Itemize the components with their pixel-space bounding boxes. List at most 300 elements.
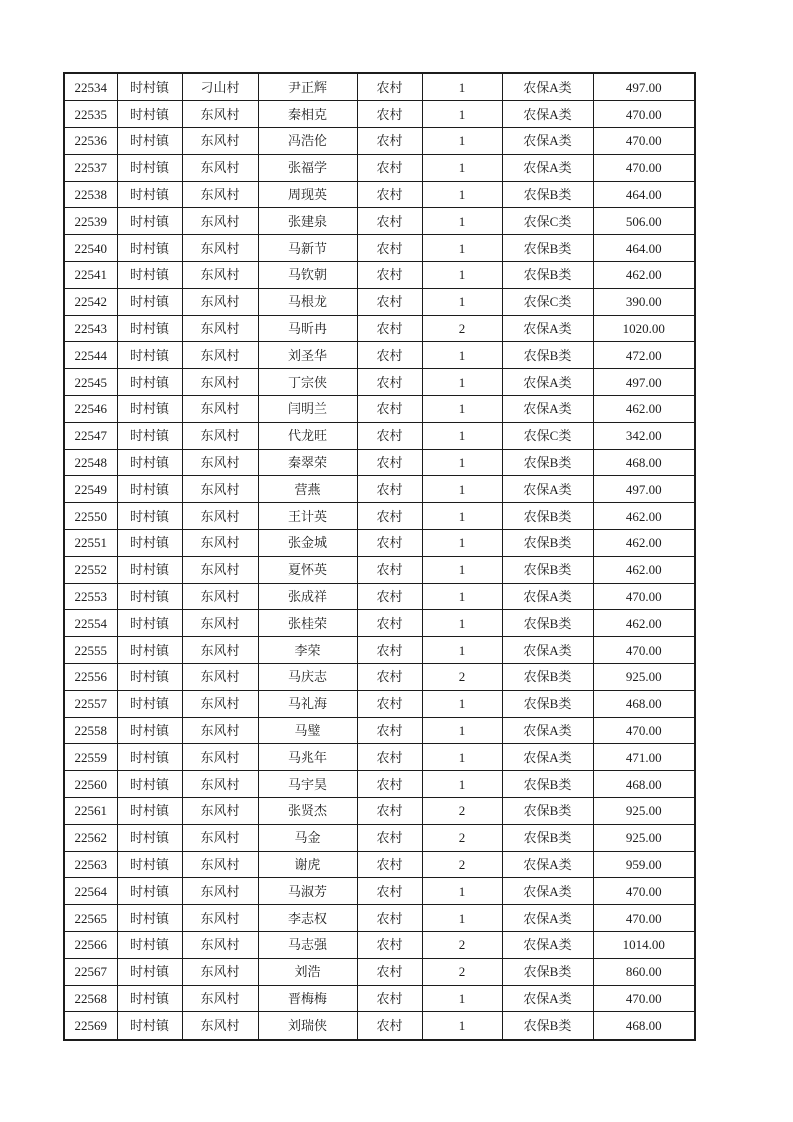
cell-amount: 468.00 (593, 449, 695, 476)
cell-count: 1 (422, 771, 502, 798)
cell-id: 22549 (64, 476, 117, 503)
cell-count: 1 (422, 235, 502, 262)
cell-name: 秦相克 (258, 101, 357, 128)
cell-id: 22535 (64, 101, 117, 128)
cell-count: 2 (422, 851, 502, 878)
cell-category: 农保B类 (502, 262, 593, 289)
cell-village: 东风村 (182, 315, 258, 342)
cell-name: 马兆年 (258, 744, 357, 771)
cell-category: 农保B类 (502, 771, 593, 798)
cell-town: 时村镇 (117, 369, 182, 396)
cell-village: 东风村 (182, 503, 258, 530)
table-row (64, 583, 695, 610)
cell-village: 东风村 (182, 1012, 258, 1040)
cell-category: 农保B类 (502, 235, 593, 262)
cell-id: 22541 (64, 262, 117, 289)
cell-amount: 497.00 (593, 73, 695, 101)
cell-type: 农村 (357, 73, 422, 101)
cell-category: 农保B类 (502, 556, 593, 583)
table-row (64, 208, 695, 235)
cell-town: 时村镇 (117, 958, 182, 985)
cell-village: 东风村 (182, 663, 258, 690)
cell-count: 1 (422, 717, 502, 744)
cell-name: 王计英 (258, 503, 357, 530)
cell-amount: 468.00 (593, 690, 695, 717)
cell-type: 农村 (357, 530, 422, 557)
cell-village: 东风村 (182, 851, 258, 878)
cell-id: 22567 (64, 958, 117, 985)
cell-name: 马淑芳 (258, 878, 357, 905)
cell-category: 农保A类 (502, 396, 593, 423)
cell-id: 22552 (64, 556, 117, 583)
cell-id: 22561 (64, 797, 117, 824)
cell-town: 时村镇 (117, 824, 182, 851)
cell-category: 农保B类 (502, 503, 593, 530)
cell-category: 农保B类 (502, 449, 593, 476)
cell-name: 谢虎 (258, 851, 357, 878)
cell-town: 时村镇 (117, 128, 182, 155)
cell-amount: 470.00 (593, 637, 695, 664)
table-row (64, 905, 695, 932)
cell-amount: 470.00 (593, 717, 695, 744)
cell-category: 农保A类 (502, 476, 593, 503)
cell-amount: 468.00 (593, 1012, 695, 1040)
cell-id: 22539 (64, 208, 117, 235)
cell-town: 时村镇 (117, 771, 182, 798)
cell-town: 时村镇 (117, 637, 182, 664)
cell-village: 东风村 (182, 342, 258, 369)
cell-town: 时村镇 (117, 690, 182, 717)
cell-count: 1 (422, 556, 502, 583)
cell-type: 农村 (357, 503, 422, 530)
cell-count: 1 (422, 905, 502, 932)
cell-amount: 470.00 (593, 905, 695, 932)
cell-category: 农保A类 (502, 985, 593, 1012)
cell-town: 时村镇 (117, 422, 182, 449)
cell-amount: 462.00 (593, 556, 695, 583)
cell-count: 1 (422, 422, 502, 449)
cell-name: 刘圣华 (258, 342, 357, 369)
cell-count: 1 (422, 744, 502, 771)
cell-count: 1 (422, 154, 502, 181)
cell-category: 农保A类 (502, 931, 593, 958)
cell-type: 农村 (357, 288, 422, 315)
cell-count: 1 (422, 878, 502, 905)
cell-id: 22568 (64, 985, 117, 1012)
cell-type: 农村 (357, 154, 422, 181)
cell-category: 农保B类 (502, 663, 593, 690)
cell-category: 农保B类 (502, 824, 593, 851)
cell-village: 东风村 (182, 744, 258, 771)
cell-type: 农村 (357, 181, 422, 208)
cell-village: 东风村 (182, 905, 258, 932)
table-row (64, 717, 695, 744)
cell-name: 马礼海 (258, 690, 357, 717)
cell-id: 22544 (64, 342, 117, 369)
cell-amount: 471.00 (593, 744, 695, 771)
table-row (64, 101, 695, 128)
table-row (64, 396, 695, 423)
cell-town: 时村镇 (117, 476, 182, 503)
cell-town: 时村镇 (117, 154, 182, 181)
cell-count: 1 (422, 610, 502, 637)
cell-name: 晋梅梅 (258, 985, 357, 1012)
cell-village: 东风村 (182, 181, 258, 208)
cell-amount: 462.00 (593, 396, 695, 423)
cell-category: 农保A类 (502, 73, 593, 101)
cell-category: 农保B类 (502, 610, 593, 637)
cell-type: 农村 (357, 744, 422, 771)
cell-name: 刘瑞侠 (258, 1012, 357, 1040)
cell-count: 1 (422, 503, 502, 530)
cell-id: 22557 (64, 690, 117, 717)
cell-type: 农村 (357, 128, 422, 155)
cell-name: 马根龙 (258, 288, 357, 315)
cell-count: 1 (422, 128, 502, 155)
table-row (64, 181, 695, 208)
cell-count: 1 (422, 985, 502, 1012)
cell-type: 农村 (357, 342, 422, 369)
cell-id: 22545 (64, 369, 117, 396)
table-row (64, 476, 695, 503)
cell-name: 张建泉 (258, 208, 357, 235)
table-row (64, 878, 695, 905)
cell-id: 22553 (64, 583, 117, 610)
cell-category: 农保A类 (502, 878, 593, 905)
cell-name: 马庆志 (258, 663, 357, 690)
cell-amount: 464.00 (593, 235, 695, 262)
cell-category: 农保C类 (502, 288, 593, 315)
table-row (64, 637, 695, 664)
table-row (64, 315, 695, 342)
cell-name: 刘浩 (258, 958, 357, 985)
cell-category: 农保C类 (502, 422, 593, 449)
cell-town: 时村镇 (117, 235, 182, 262)
cell-town: 时村镇 (117, 315, 182, 342)
table-row (64, 690, 695, 717)
cell-village: 东风村 (182, 797, 258, 824)
table-row (64, 369, 695, 396)
table-row (64, 771, 695, 798)
cell-town: 时村镇 (117, 744, 182, 771)
cell-town: 时村镇 (117, 663, 182, 690)
cell-id: 22536 (64, 128, 117, 155)
cell-amount: 470.00 (593, 128, 695, 155)
cell-category: 农保A类 (502, 905, 593, 932)
cell-category: 农保A类 (502, 128, 593, 155)
cell-type: 农村 (357, 396, 422, 423)
cell-id: 22548 (64, 449, 117, 476)
cell-amount: 925.00 (593, 797, 695, 824)
cell-amount: 472.00 (593, 342, 695, 369)
cell-type: 农村 (357, 824, 422, 851)
cell-category: 农保A类 (502, 744, 593, 771)
cell-town: 时村镇 (117, 181, 182, 208)
cell-town: 时村镇 (117, 1012, 182, 1040)
cell-amount: 468.00 (593, 771, 695, 798)
cell-town: 时村镇 (117, 556, 182, 583)
cell-name: 闫明兰 (258, 396, 357, 423)
cell-type: 农村 (357, 717, 422, 744)
cell-village: 东风村 (182, 422, 258, 449)
cell-town: 时村镇 (117, 101, 182, 128)
cell-name: 周现英 (258, 181, 357, 208)
cell-town: 时村镇 (117, 717, 182, 744)
cell-amount: 959.00 (593, 851, 695, 878)
cell-name: 张贤杰 (258, 797, 357, 824)
cell-town: 时村镇 (117, 931, 182, 958)
cell-type: 农村 (357, 771, 422, 798)
cell-count: 2 (422, 958, 502, 985)
cell-amount: 342.00 (593, 422, 695, 449)
cell-count: 1 (422, 583, 502, 610)
cell-amount: 497.00 (593, 476, 695, 503)
cell-amount: 1020.00 (593, 315, 695, 342)
cell-amount: 470.00 (593, 985, 695, 1012)
cell-category: 农保A类 (502, 101, 593, 128)
cell-village: 东风村 (182, 476, 258, 503)
cell-count: 1 (422, 449, 502, 476)
cell-count: 1 (422, 530, 502, 557)
cell-id: 22546 (64, 396, 117, 423)
cell-village: 东风村 (182, 583, 258, 610)
cell-count: 2 (422, 315, 502, 342)
cell-name: 马新节 (258, 235, 357, 262)
cell-category: 农保B类 (502, 690, 593, 717)
cell-village: 东风村 (182, 958, 258, 985)
cell-village: 东风村 (182, 262, 258, 289)
table-row (64, 422, 695, 449)
cell-id: 22566 (64, 931, 117, 958)
cell-amount: 497.00 (593, 369, 695, 396)
cell-category: 农保B类 (502, 342, 593, 369)
cell-count: 1 (422, 208, 502, 235)
table-row (64, 449, 695, 476)
cell-town: 时村镇 (117, 985, 182, 1012)
cell-type: 农村 (357, 583, 422, 610)
table-row (64, 288, 695, 315)
cell-id: 22534 (64, 73, 117, 101)
table-row (64, 556, 695, 583)
cell-count: 1 (422, 73, 502, 101)
cell-category: 农保A类 (502, 154, 593, 181)
cell-name: 张桂荣 (258, 610, 357, 637)
cell-village: 东风村 (182, 610, 258, 637)
cell-type: 农村 (357, 556, 422, 583)
cell-category: 农保A类 (502, 315, 593, 342)
cell-type: 农村 (357, 985, 422, 1012)
cell-amount: 860.00 (593, 958, 695, 985)
table-row (64, 851, 695, 878)
cell-village: 东风村 (182, 824, 258, 851)
cell-name: 代龙旺 (258, 422, 357, 449)
cell-type: 农村 (357, 369, 422, 396)
cell-id: 22558 (64, 717, 117, 744)
table-row (64, 797, 695, 824)
cell-id: 22562 (64, 824, 117, 851)
cell-category: 农保B类 (502, 530, 593, 557)
cell-id: 22554 (64, 610, 117, 637)
cell-count: 1 (422, 181, 502, 208)
cell-count: 1 (422, 288, 502, 315)
cell-name: 马金 (258, 824, 357, 851)
cell-id: 22563 (64, 851, 117, 878)
cell-town: 时村镇 (117, 262, 182, 289)
cell-name: 冯浩伦 (258, 128, 357, 155)
table-row (64, 958, 695, 985)
cell-type: 农村 (357, 958, 422, 985)
cell-amount: 470.00 (593, 154, 695, 181)
cell-name: 马璧 (258, 717, 357, 744)
table-row (64, 128, 695, 155)
cell-amount: 925.00 (593, 824, 695, 851)
cell-name: 张金城 (258, 530, 357, 557)
cell-amount: 464.00 (593, 181, 695, 208)
cell-village: 东风村 (182, 396, 258, 423)
cell-category: 农保B类 (502, 958, 593, 985)
cell-id: 22560 (64, 771, 117, 798)
table-row (64, 154, 695, 181)
cell-category: 农保B类 (502, 1012, 593, 1040)
cell-village: 东风村 (182, 369, 258, 396)
cell-type: 农村 (357, 262, 422, 289)
cell-category: 农保A类 (502, 717, 593, 744)
cell-village: 东风村 (182, 878, 258, 905)
cell-id: 22538 (64, 181, 117, 208)
cell-amount: 390.00 (593, 288, 695, 315)
cell-village: 东风村 (182, 931, 258, 958)
cell-id: 22542 (64, 288, 117, 315)
cell-name: 尹正辉 (258, 73, 357, 101)
cell-category: 农保A类 (502, 369, 593, 396)
cell-type: 农村 (357, 663, 422, 690)
cell-category: 农保A类 (502, 583, 593, 610)
cell-type: 农村 (357, 315, 422, 342)
cell-count: 1 (422, 342, 502, 369)
cell-town: 时村镇 (117, 449, 182, 476)
cell-town: 时村镇 (117, 583, 182, 610)
cell-village: 东风村 (182, 556, 258, 583)
cell-category: 农保B类 (502, 797, 593, 824)
cell-id: 22550 (64, 503, 117, 530)
cell-count: 1 (422, 476, 502, 503)
cell-count: 2 (422, 931, 502, 958)
cell-id: 22556 (64, 663, 117, 690)
cell-village: 东风村 (182, 208, 258, 235)
cell-village: 东风村 (182, 690, 258, 717)
cell-type: 农村 (357, 878, 422, 905)
cell-count: 2 (422, 663, 502, 690)
document-sheet (63, 72, 696, 1041)
cell-count: 1 (422, 369, 502, 396)
cell-count: 1 (422, 637, 502, 664)
table-row (64, 530, 695, 557)
cell-count: 1 (422, 262, 502, 289)
cell-id: 22547 (64, 422, 117, 449)
cell-type: 农村 (357, 931, 422, 958)
cell-name: 李荣 (258, 637, 357, 664)
cell-type: 农村 (357, 422, 422, 449)
table-row (64, 985, 695, 1012)
cell-village: 东风村 (182, 288, 258, 315)
cell-village: 东风村 (182, 530, 258, 557)
cell-name: 马钦朝 (258, 262, 357, 289)
cell-type: 农村 (357, 610, 422, 637)
cell-name: 丁宗侠 (258, 369, 357, 396)
cell-type: 农村 (357, 905, 422, 932)
table-row (64, 824, 695, 851)
cell-town: 时村镇 (117, 342, 182, 369)
cell-amount: 470.00 (593, 101, 695, 128)
cell-village: 东风村 (182, 449, 258, 476)
cell-type: 农村 (357, 101, 422, 128)
table-row (64, 1012, 695, 1040)
cell-town: 时村镇 (117, 208, 182, 235)
table-row (64, 503, 695, 530)
cell-category: 农保C类 (502, 208, 593, 235)
cell-name: 张福学 (258, 154, 357, 181)
cell-name: 秦翠荣 (258, 449, 357, 476)
cell-id: 22540 (64, 235, 117, 262)
table-body (64, 73, 695, 1040)
cell-id: 22537 (64, 154, 117, 181)
cell-id: 22564 (64, 878, 117, 905)
cell-town: 时村镇 (117, 503, 182, 530)
cell-name: 营燕 (258, 476, 357, 503)
cell-type: 农村 (357, 851, 422, 878)
table-row (64, 73, 695, 101)
cell-count: 1 (422, 101, 502, 128)
cell-type: 农村 (357, 1012, 422, 1040)
cell-id: 22565 (64, 905, 117, 932)
cell-amount: 1014.00 (593, 931, 695, 958)
cell-count: 1 (422, 1012, 502, 1040)
cell-amount: 925.00 (593, 663, 695, 690)
cell-category: 农保A类 (502, 637, 593, 664)
cell-category: 农保B类 (502, 181, 593, 208)
cell-name: 马昕冉 (258, 315, 357, 342)
cell-village: 东风村 (182, 154, 258, 181)
cell-id: 22559 (64, 744, 117, 771)
cell-village: 东风村 (182, 235, 258, 262)
cell-amount: 506.00 (593, 208, 695, 235)
cell-town: 时村镇 (117, 851, 182, 878)
cell-id: 22543 (64, 315, 117, 342)
cell-count: 2 (422, 797, 502, 824)
cell-town: 时村镇 (117, 797, 182, 824)
cell-village: 东风村 (182, 985, 258, 1012)
cell-type: 农村 (357, 449, 422, 476)
cell-category: 农保A类 (502, 851, 593, 878)
table-row (64, 235, 695, 262)
cell-count: 2 (422, 824, 502, 851)
cell-id: 22569 (64, 1012, 117, 1040)
cell-type: 农村 (357, 476, 422, 503)
cell-id: 22555 (64, 637, 117, 664)
cell-amount: 462.00 (593, 530, 695, 557)
cell-type: 农村 (357, 637, 422, 664)
table-row (64, 262, 695, 289)
cell-town: 时村镇 (117, 288, 182, 315)
cell-village: 东风村 (182, 717, 258, 744)
cell-town: 时村镇 (117, 878, 182, 905)
cell-type: 农村 (357, 235, 422, 262)
cell-count: 1 (422, 396, 502, 423)
cell-name: 李志权 (258, 905, 357, 932)
benefits-table (63, 72, 696, 1041)
cell-town: 时村镇 (117, 73, 182, 101)
cell-type: 农村 (357, 797, 422, 824)
